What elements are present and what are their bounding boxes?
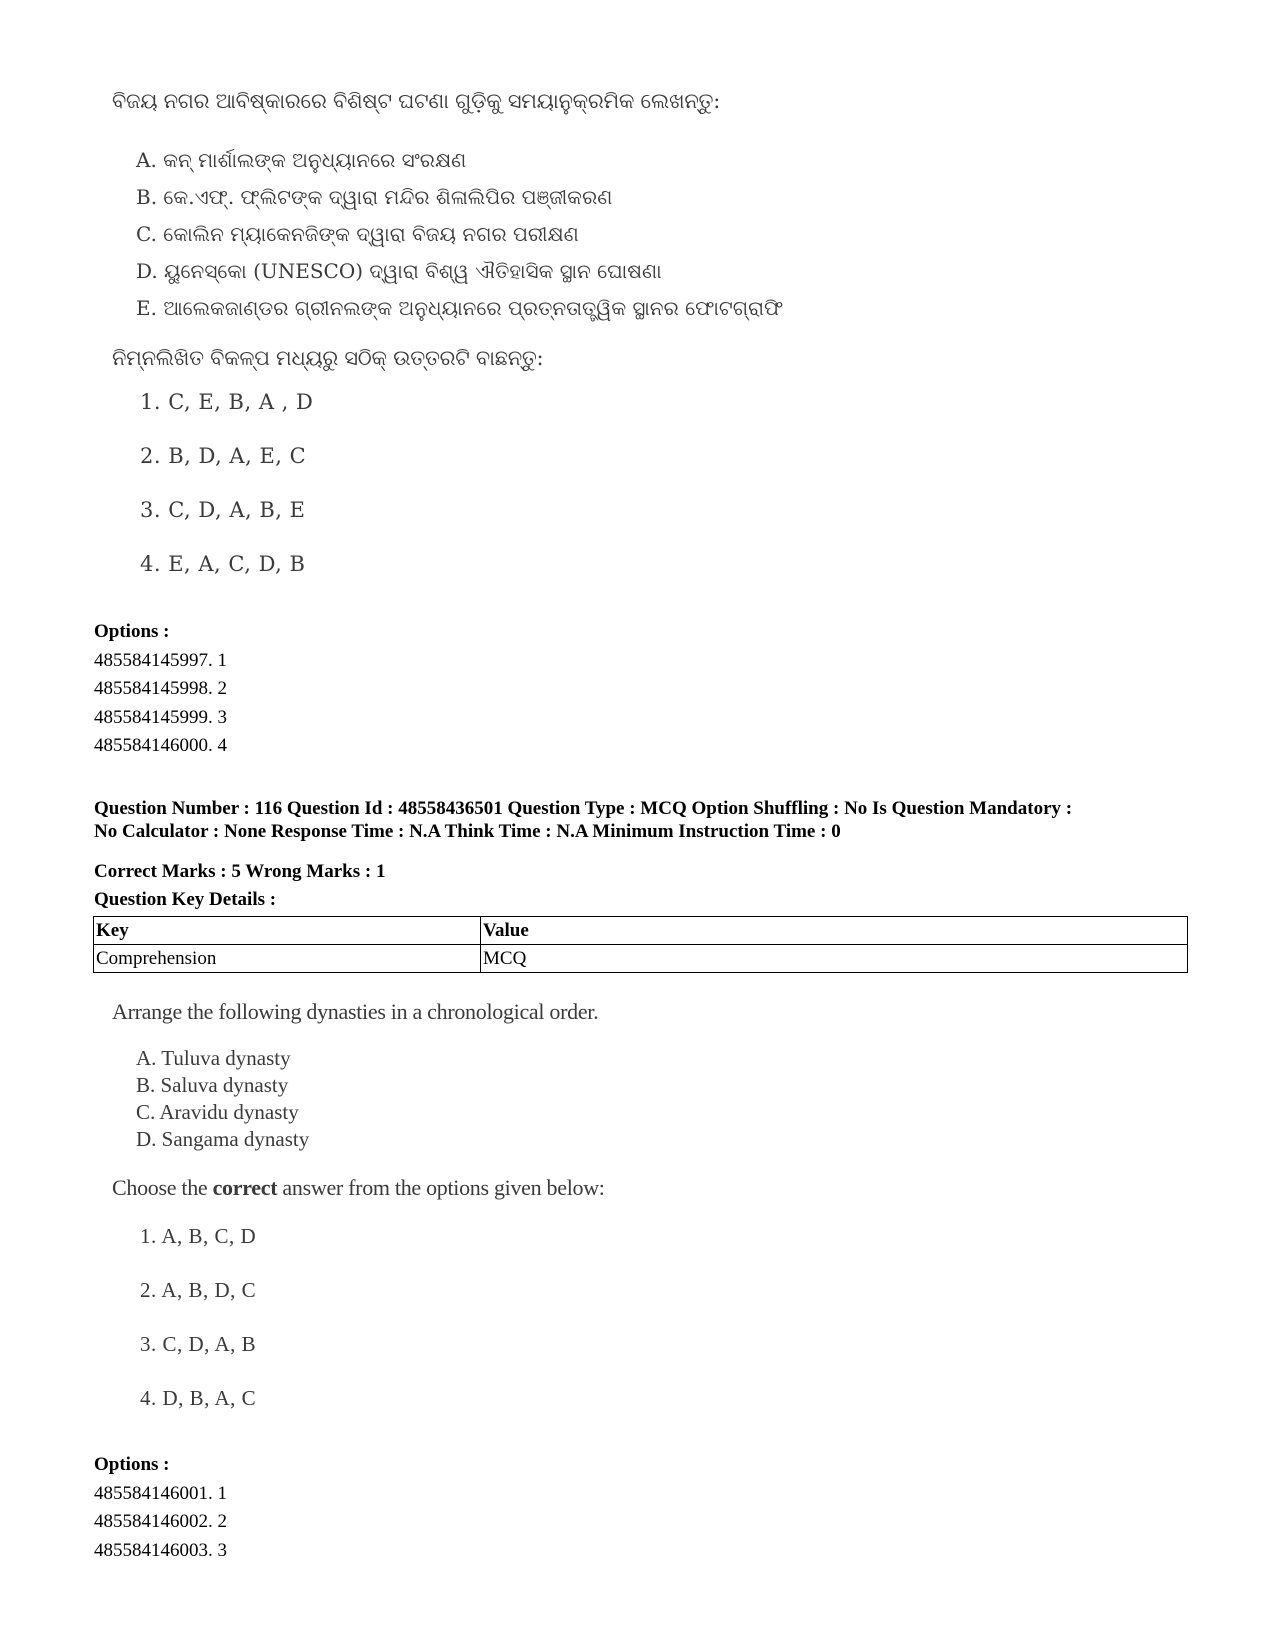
marks-line: Correct Marks : 5 Wrong Marks : 1 — [94, 861, 386, 882]
question-meta-line: Question Number : 116 Question Id : 48558436501 Question Type : MCQ Option Shuffling : No Is Question Mandatory : — [94, 798, 1073, 819]
key-details-table — [93, 916, 1188, 973]
options-block-116 — [94, 1451, 227, 1565]
answer-choice: 1. C, E, B, A , D — [140, 390, 314, 414]
option-item: 485584146000. 4 — [94, 735, 227, 756]
question-statement: Arrange the following dynasties in a chronological order. — [112, 999, 599, 1024]
option-item: 485584145997. 1 — [94, 649, 227, 671]
choose-prefix: Choose the — [112, 1175, 213, 1200]
options-block-115 — [94, 618, 227, 761]
answer-choice: 4. E, A, C, D, B — [140, 552, 306, 576]
choose-bold-word: correct — [212, 1175, 278, 1200]
table-cell: Comprehension — [94, 945, 481, 973]
table-header-cell: Key — [94, 917, 481, 945]
answer-choice: 3. C, D, A, B, E — [140, 498, 306, 522]
answer-list — [112, 1221, 605, 1437]
event-item: B. କେ.ଏଫ୍. ଫ୍ଲିଟଙ୍କ ଦ୍ୱାରା ମନ୍ଦିର ଶିଳାଲିପିର ପଞ୍ଜୀକରଣ — [136, 185, 613, 209]
dynasty-item: D. Sangama dynasty — [136, 1127, 310, 1151]
choose-instruction — [112, 1173, 605, 1203]
question-115-image — [112, 86, 783, 603]
question-meta-line: No Calculator : None Response Time : N.A Think Time : N.A Minimum Instruction Time : 0 — [94, 821, 841, 842]
answer-choice: 3. C, D, A, B — [140, 1332, 257, 1356]
table-cell: MCQ — [481, 945, 1188, 973]
key-details-title: Question Key Details : — [94, 889, 277, 910]
options-title: Options : — [94, 621, 170, 642]
answer-choice: 2. A, B, D, C — [140, 1278, 257, 1302]
option-item: 485584146002. 2 — [94, 1511, 227, 1532]
option-item: 485584145999. 3 — [94, 706, 227, 728]
options-title: Options : — [94, 1454, 170, 1475]
question-116-image — [112, 997, 605, 1437]
table-header-cell: Value — [481, 917, 1188, 945]
question-116-meta — [94, 797, 1194, 843]
question-statement: ବିଜୟ ନଗର ଆବିଷ୍କାରରେ ବିଶିଷ୍ଟ ଘଟଣା ଗୁଡ଼ିକୁ ସମୟାନୁକ୍ରମିକ ଲେଖନ୍ତୁ: — [112, 89, 720, 113]
table-row — [94, 945, 1188, 973]
choose-instruction: ନିମ୍ନଲିଖିତ ବିକଳ୍ପ ମଧ୍ୟରୁ ସଠିକ୍ ଉତ୍ତରଟି ବାଛନ୍ତୁ: — [112, 346, 544, 370]
dynasty-item: A. Tuluva dynasty — [136, 1046, 291, 1070]
answer-list — [112, 387, 783, 603]
option-item: 485584146003. 3 — [94, 1539, 227, 1561]
answer-choice: 2. B, D, A, E, C — [140, 444, 307, 468]
event-list — [112, 142, 783, 327]
dynasty-item: B. Saluva dynasty — [136, 1073, 289, 1097]
event-item: A. କନ୍ ମାର୍ଶାଲଙ୍କ ଅନୁଧ୍ୟାନରେ ସଂରକ୍ଷଣ — [136, 148, 467, 172]
dynasty-item: C. Aravidu dynasty — [136, 1100, 299, 1124]
dynasty-list — [112, 1045, 605, 1153]
choose-suffix: answer from the options given below: — [277, 1175, 605, 1200]
table-header-row — [94, 917, 1188, 945]
option-item: 485584146001. 1 — [94, 1482, 227, 1504]
answer-choice: 1. A, B, C, D — [140, 1224, 257, 1248]
event-item: D. ୟୁନେସ୍କୋ (UNESCO) ଦ୍ୱାରା ବିଶ୍ୱ ଐତିହାସିକ ସ୍ଥାନ ଘୋଷଣା — [136, 259, 662, 283]
event-item: C. କୋଲିନ ମ୍ୟାକେନଜିଙ୍କ ଦ୍ୱାରା ବିଜୟ ନଗର ପରୀକ୍ଷଣ — [136, 222, 579, 246]
answer-choice: 4. D, B, A, C — [140, 1386, 257, 1410]
event-item: E. ଆଲେକଜାଣ୍ଡର ଗ୍ରୀନଲଙ୍କ ଅନୁଧ୍ୟାନରେ ପ୍ରତ୍ନତାତ୍ତ୍ୱିକ ସ୍ଥାନର ଫୋଟଗ୍ରାଫି — [136, 296, 784, 320]
option-item: 485584145998. 2 — [94, 678, 227, 699]
